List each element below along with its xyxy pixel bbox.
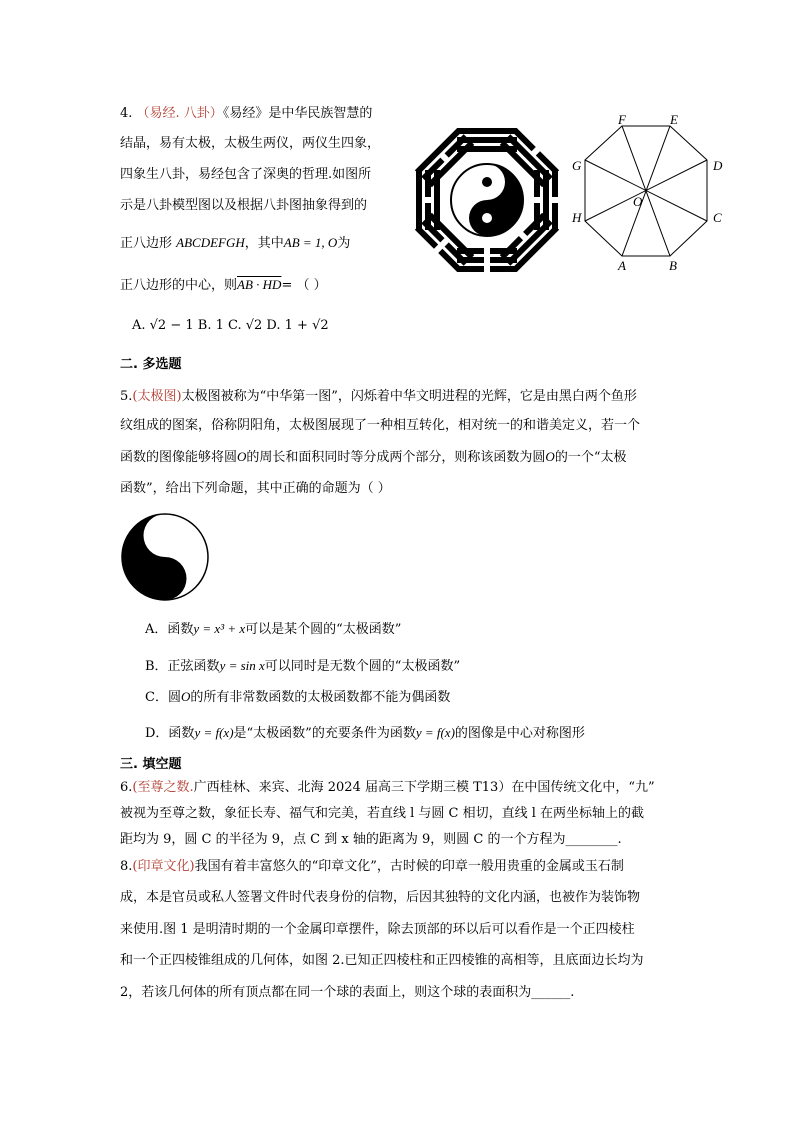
vertex-label-c: C	[713, 210, 722, 225]
q5-option-a: A．函数y = x³ + x可以是某个圆的“太极函数”	[145, 621, 402, 637]
q6-tag: (至尊之数.	[132, 780, 194, 795]
q5-tag: (太极图)	[132, 389, 182, 404]
q8-line3: 来使用.图 1 是明清时期的一个金属印章摆件，除去顶部的环以后可以看作是一个正四棱柱	[120, 922, 635, 937]
q8-line2: 成，本是官员或私人签署文件时代表身份的信物，后因其独特的文化内涵，也被作为装饰物	[120, 890, 641, 905]
q4-line2: 结晶，易有太极，太极生两仪，两仪生四象，	[120, 136, 381, 151]
vertex-label-a: A	[618, 258, 626, 273]
vertex-label-h: H	[572, 210, 582, 225]
q4-number: 4.	[120, 106, 133, 121]
center-label-o: O	[633, 194, 643, 209]
q4-tag: （易经. 八卦）	[136, 106, 223, 121]
q6-line3: 距均为 9，圆 C 的半径为 9，点 C 到 x 轴的距离为 9，则圆 C 的一个方程为________.	[120, 832, 622, 847]
bagua-figure	[412, 124, 562, 276]
q8-line1: 8.(印章文化)我国有着丰富悠久的“印章文化”，古时候的印章一般用贵重的金属或玉石制	[120, 859, 624, 874]
q4-line1	[120, 104, 372, 123]
octagon-name: ABCDEFGH	[176, 235, 245, 250]
q4-line6: 正八边形的中心，则AB · HD= （ ）	[120, 277, 327, 293]
q5-line2: 纹组成的图案，俗称阴阳角，太极图展现了一种相互转化，相对统一的和谐美定义，若一个	[120, 418, 641, 433]
q4-line5: 正八边形 ABCDEFGH，其中AB = 1, O为	[120, 235, 351, 251]
vertex-label-e: E	[670, 112, 678, 127]
q5-line3: 函数的图像能够将圆O的周长和面积同时等分成两个部分，则称该函数为圆O的一个“太极	[120, 449, 627, 465]
q6-line1: 6.(至尊之数.广西桂林、来宾、北海 2024 届高三下学期三模 T13）在中国传统文化中，“九”	[120, 780, 655, 795]
q4-vector-expr: AB · HD	[237, 277, 282, 292]
q5-option-b: B．正弦函数y = sin x可以同时是无数个圆的“太极函数”	[145, 658, 461, 674]
q8-line4: 和一个正四棱锥组成的几何体，如图 2.已知正四棱柱和正四棱锥的高相等，且底面边长均为	[120, 953, 644, 968]
q4-line4: 示是八卦模型图以及根据八卦图抽象得到的	[120, 198, 368, 213]
q8-line5: 2，若该几何体的所有顶点都在同一个球的表面上，则这个球的表面积为______.	[120, 985, 575, 1000]
vertex-label-d: D	[713, 158, 723, 173]
section-multi-choice-title: 二. 多选题	[120, 357, 182, 372]
bagua-yinyang	[451, 164, 523, 236]
taiji-image	[120, 512, 210, 602]
q5-line4: 函数”，给出下列命题，其中正确的命题为（ ）	[120, 481, 391, 496]
q5-line1: 5.(太极图)太极图被称为“中华第一图”，闪烁着中华文明进程的光辉，它是由黑白两个鱼形	[120, 389, 637, 404]
q8-number: 8.	[120, 859, 133, 874]
vertex-label-b: B	[669, 258, 677, 273]
octagon-figure	[566, 112, 736, 274]
q4-line3: 四象生八卦，易经包含了深奥的哲理.如图所	[120, 167, 372, 182]
q5-number: 5.	[120, 389, 133, 404]
section-fill-blank-title: 三. 填空题	[120, 757, 182, 772]
q5-option-d: D．函数y = f(x)是“太极函数”的充要条件为函数y = f(x)的图像是中心对称图形	[145, 725, 585, 741]
q5-option-c: C．圆O的所有非常数函数的太极函数都不能为偶函数	[145, 689, 451, 705]
q4-options: A. √2 − 1 B. 1 C. √2 D. 1 + √2	[132, 318, 329, 333]
vertex-label-g: G	[572, 158, 582, 173]
q4-condition: AB = 1, O	[283, 235, 338, 250]
q8-tag: (印章文化)	[132, 859, 195, 874]
q6-line2: 被视为至尊之数，象征长寿、福气和完美，若直线 l 与圆 C 相切，直线 l 在两坐标轴上的截	[120, 806, 645, 821]
q6-number: 6.	[120, 780, 133, 795]
vertex-label-f: F	[618, 112, 626, 127]
q4-text: 《易经》是中华民族智慧的	[222, 106, 373, 121]
